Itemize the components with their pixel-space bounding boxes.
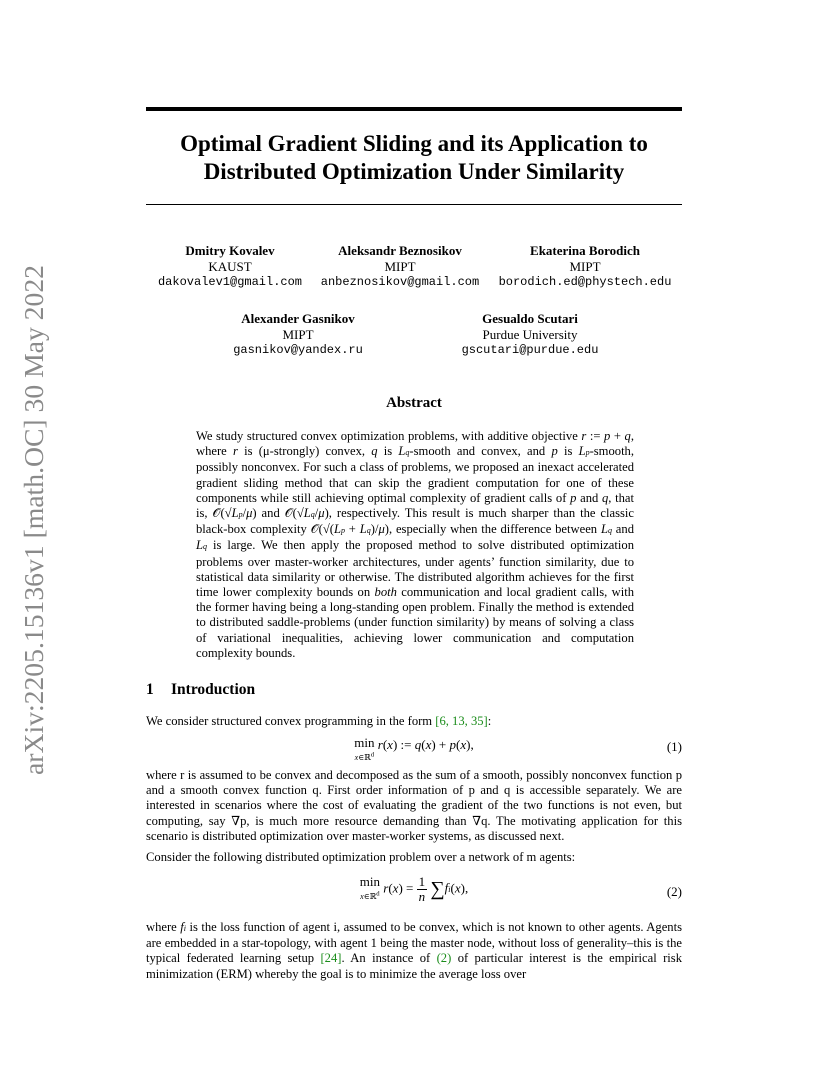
title-rule-top (146, 107, 682, 111)
author-affiliation: MIPT (282, 327, 314, 342)
equation-number: (2) (666, 884, 682, 899)
author-email[interactable]: borodich.ed@phystech.edu (498, 275, 672, 289)
citation-link[interactable]: [24] (320, 951, 342, 966)
paper-title (146, 130, 682, 186)
equation-body: min x∈ℝ$^d$ r(x) := q(x) + p(x), (354, 735, 474, 762)
arxiv-identifier: arXiv:2205.15136v1 [math.OC] 30 May 2022 (19, 277, 49, 775)
section-heading (146, 681, 255, 699)
section-number: 1 (146, 681, 154, 698)
author-affiliation: Purdue University (482, 327, 578, 342)
intro-paragraph: where fi is the loss function of agent i, assumed to be convex, which is not known to other agents. Agents are embedded in a star-topology, with agent 1 being the master node, without loss of generality–this is the typical federated learning setup [24]. An instance of (2) of particular interest is the empirical risk minimization (ERM) whereby the goal is to minimize the average loss over (146, 920, 683, 981)
abstract-heading: Abstract (386, 395, 442, 411)
author-block (314, 243, 486, 290)
author-name: Gesualdo Scutari (482, 311, 578, 326)
intro-paragraph: We consider structured convex programming in the form [6, 13, 35]: (146, 714, 492, 728)
author-block (450, 311, 610, 358)
author-email[interactable]: gscutari@purdue.edu (461, 343, 599, 357)
author-affiliation: MIPT (384, 259, 416, 274)
author-block (218, 311, 378, 358)
arxiv-watermark (14, 260, 50, 780)
section-title: Introduction (171, 681, 256, 698)
title-line: Optimal Gradient Sliding and its Application to (180, 131, 648, 156)
intro-paragraph: Consider the following distributed optimization problem over a network of m agents: (146, 850, 576, 864)
author-email[interactable]: gasnikov@yandex.ru (233, 343, 363, 357)
author-email[interactable]: anbeznosikov@gmail.com (320, 275, 480, 289)
equation-ref-link[interactable]: (2) (436, 951, 452, 966)
equation-body: min x∈ℝ$^d$ r(x) = 1 n ∑fi(x), (359, 874, 469, 904)
author-name: Dmitry Kovalev (185, 243, 275, 258)
author-name: Alexander Gasnikov (241, 311, 355, 326)
title-rule-bottom (146, 204, 682, 205)
equation-number: (1) (666, 739, 682, 754)
abstract-text: We study structured convex optimization problems, with additive objective r := p + q, where r is (μ-strongly) convex, q is Lq-smooth and convex, and p is Lp-smooth, possibly nonconvex. For such a class of problems, we proposed an inexact accelerated gradient sliding method that can skip the gradient computation for one of these components while still achieving optimal complexity of gradient calls of p and q, that is, 𝒪(√Lp/μ) and 𝒪(√Lq/μ), respectively. This result is much sharper than the classic black-box complexity 𝒪(√(Lp + Lq)/μ), especially when the difference between Lq and Lq is large. We then apply the proposed method to solve distributed optimization problems over master-worker architectures, under agents’ function similarity, due to statistical data similarity or otherwise. The distributed algorithm achieves for the first time lower complexity bounds on both communication and local gradient calls, with the former having being a long-standing open problem. Finally the method is extended to distributed saddle-problems (under function similarity) by means of solving a class of variational inequalities, achieving lower communication and computation complexity bounds. (196, 429, 635, 660)
equation-1 (146, 737, 682, 763)
author-name: Aleksandr Beznosikov (338, 243, 462, 258)
title-line: Distributed Optimization Under Similarity (203, 159, 625, 184)
citation-link[interactable]: [6, 13, 35] (435, 714, 488, 728)
author-name: Ekaterina Borodich (530, 243, 640, 258)
author-block (490, 243, 680, 290)
author-block (150, 243, 310, 290)
author-affiliation: MIPT (569, 259, 601, 274)
intro-paragraph: where r is assumed to be convex and decomposed as the sum of a smooth, possibly nonconvex function p and a smooth convex function q. First order information of p and q is accessible separately. We are interested in scenarios where the cost of evaluating the gradient of the two functions is not even, but computing, say ∇p, is much more resource demanding than ∇q. The motivating application for this scenario is distributed optimization over master-worker systems, as discussed next. (146, 768, 682, 843)
author-email[interactable]: dakovalev1@gmail.com (157, 275, 303, 289)
author-affiliation: KAUST (208, 259, 252, 274)
equation-2 (146, 869, 682, 915)
